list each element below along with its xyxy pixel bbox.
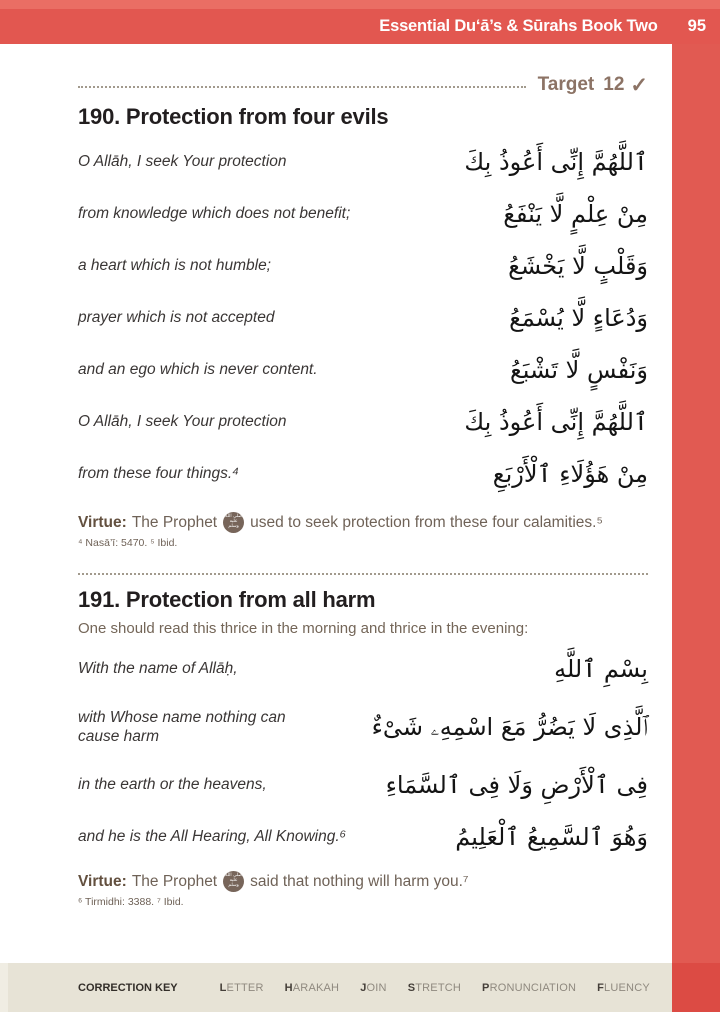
key-item-initial: F [597,981,605,994]
key-item-rest: ARAKAH [292,981,340,994]
dua-line [78,188,648,240]
footnote: ⁴ Nasā’ī: 5470. ⁵ Ibid. [78,537,178,549]
key-item-pronunciation [482,982,576,994]
translation-text: prayer which is not accepted [78,309,275,327]
key-item-join [360,982,386,994]
dua-line [78,240,648,292]
dua-line [78,811,648,863]
footnote: ⁶ Tirmidhi: 3388. ⁷ Ibid. [78,896,184,908]
key-item-initial: L [219,981,227,994]
dua-line [78,643,648,695]
key-item-rest: OIN [366,981,387,994]
key-item-initial: P [482,981,490,994]
translation-text: from knowledge which does not benefit; [78,205,351,223]
dua-line [78,292,648,344]
key-item-initial: H [284,981,293,994]
virtue-text-before: The Prophet [131,872,218,890]
dua-line [78,344,648,396]
arabic-text: مِنْ هَؤُلَاءِ ٱلْأَرْبَعِ [492,459,648,488]
dua-line [78,448,648,500]
key-item-initial: S [407,981,416,994]
section-191-subtitle: One should read this thrice in the morning and thrice in the evening: [78,620,529,637]
page-number: 95 [687,16,706,35]
key-item-initial: J [360,981,367,994]
translation-text: and an ego which is never content. [78,361,318,379]
section-190-heading: 190. Protection from four evils [78,104,389,129]
virtue-label: Virtue: [78,513,127,531]
correction-key-items [220,982,650,994]
arabic-text: مِنْ عِلْمٍ لَّا يَنْفَعُ [503,199,648,228]
key-item-fluency [597,982,650,994]
section-191-dua-rows [78,643,648,863]
translation-text: with Whose name nothing can cause harm [78,708,286,745]
page-header [0,0,720,44]
virtue-text-after: used to seek protection from these four calamities.⁵ [250,513,603,531]
virtue-text-after: said that nothing will harm you.⁷ [250,872,469,890]
key-item-stretch [408,982,461,994]
dua-line [78,396,648,448]
key-item-rest: ETTER [226,981,264,994]
right-margin-band [672,0,720,1012]
correction-key-label: CORRECTION KEY [78,981,178,994]
prophet-salutation-icon: صلى الله عليه وسلم [223,512,244,533]
page-content [78,44,648,908]
arabic-text: وَقَلْبٍ لَّا يَخْشَعُ [508,251,648,280]
arabic-text: ٱلَّذِى لَا يَضُرُّ مَعَ اسْمِهِۦ شَىْءٌ [371,712,648,741]
arabic-text: وَهُوَ ٱلسَّمِيعُ ٱلْعَلِيمُ [455,822,648,851]
key-item-rest: RONUNCIATION [489,981,577,994]
correction-key-bar [0,963,672,1012]
target-label: Target [537,74,595,95]
checkmark-icon: ✓ [630,73,648,97]
dua-line [78,695,648,759]
translation-text: a heart which is not humble; [78,257,271,275]
target-row [78,74,648,96]
target-number: 12 [603,74,625,95]
bottom-right-band [672,963,720,1012]
arabic-text: وَنَفْسٍ لَّا تَشْبَعُ [509,355,648,384]
arabic-text: وَدُعَاءٍ لَّا يُسْمَعُ [509,303,648,332]
section-191-heading: 191. Protection from all harm [78,587,376,612]
translation-text: and he is the All Hearing, All Knowing.⁶ [78,828,347,846]
virtue-line [78,871,648,892]
virtue-label: Virtue: [78,872,127,890]
prophet-salutation-icon: صلى الله عليه وسلم [223,871,244,892]
arabic-text: ٱللَّهُمَّ إِنِّى أَعُوذُ بِكَ [464,407,648,436]
dua-line [78,136,648,188]
key-item-letter [220,982,264,994]
translation-text: With the name of Allāḥ, [78,660,238,678]
arabic-text: بِسْمِ ٱللَّهِ [554,654,648,683]
virtue-line [78,512,648,533]
book-title: Essential Du‘ā’s & Sūrahs Book Two [379,16,658,35]
translation-text: in the earth or the heavens, [78,776,267,794]
key-item-harakah [285,982,340,994]
key-item-rest: LUENCY [604,981,650,994]
dua-line [78,759,648,811]
dotted-divider [78,86,526,88]
key-item-rest: TRETCH [415,981,462,994]
translation-text: O Allāh, I seek Your protection [78,153,287,171]
section-190-dua-rows [78,136,648,500]
arabic-text: فِى ٱلْأَرْضِ وَلَا فِى ٱلسَّمَاءِ [385,770,648,799]
translation-text: from these four things.⁴ [78,465,239,483]
arabic-text: ٱللَّهُمَّ إِنِّى أَعُوذُ بِكَ [464,147,648,176]
dotted-divider [78,573,648,575]
translation-text: O Allāh, I seek Your protection [78,413,287,431]
virtue-text-before: The Prophet [131,513,218,531]
